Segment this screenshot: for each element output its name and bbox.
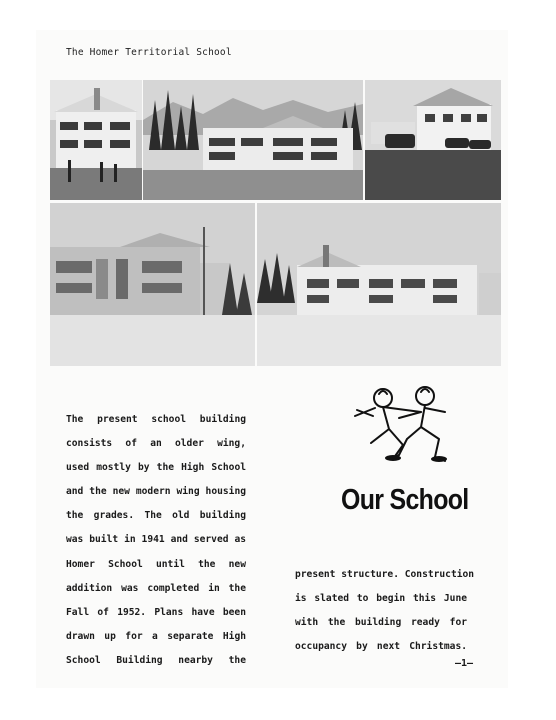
school-photo-lower-left (50, 203, 255, 366)
article-line: Homer School until the new (66, 558, 246, 570)
article-left-column (66, 408, 246, 673)
article-line: consists of an older wing, (66, 438, 246, 450)
article-line: present structure. Construction (295, 569, 475, 580)
running-boys-illustration (343, 382, 467, 468)
article-right-column (295, 563, 475, 659)
article-line: occupancy by next Christmas. (295, 641, 467, 653)
school-photo-left (50, 80, 142, 200)
article-line: was built in 1941 and served as (66, 534, 246, 546)
article-line: The present school building (66, 414, 246, 425)
article-line: Fall of 1952. Plans have been (66, 606, 246, 618)
article-line: with the building ready for (295, 617, 467, 629)
school-photo-right (365, 80, 501, 200)
article-line: used mostly by the High School (66, 462, 246, 474)
article-line: drawn up for a separate High (66, 630, 246, 642)
article-title: Our School (341, 484, 469, 516)
article-line: the grades. The old building (66, 510, 246, 522)
article-line: addition was completed in the (66, 582, 246, 594)
school-photo-center (143, 80, 363, 200)
article-line: is slated to begin this June (295, 593, 467, 605)
page-header: The Homer Territorial School (66, 47, 232, 58)
article-line: and the new modern wing housing (66, 486, 246, 498)
school-photo-lower-right (257, 203, 501, 366)
page-number: —1— (455, 658, 474, 669)
article-line: School Building nearby the (66, 654, 246, 666)
